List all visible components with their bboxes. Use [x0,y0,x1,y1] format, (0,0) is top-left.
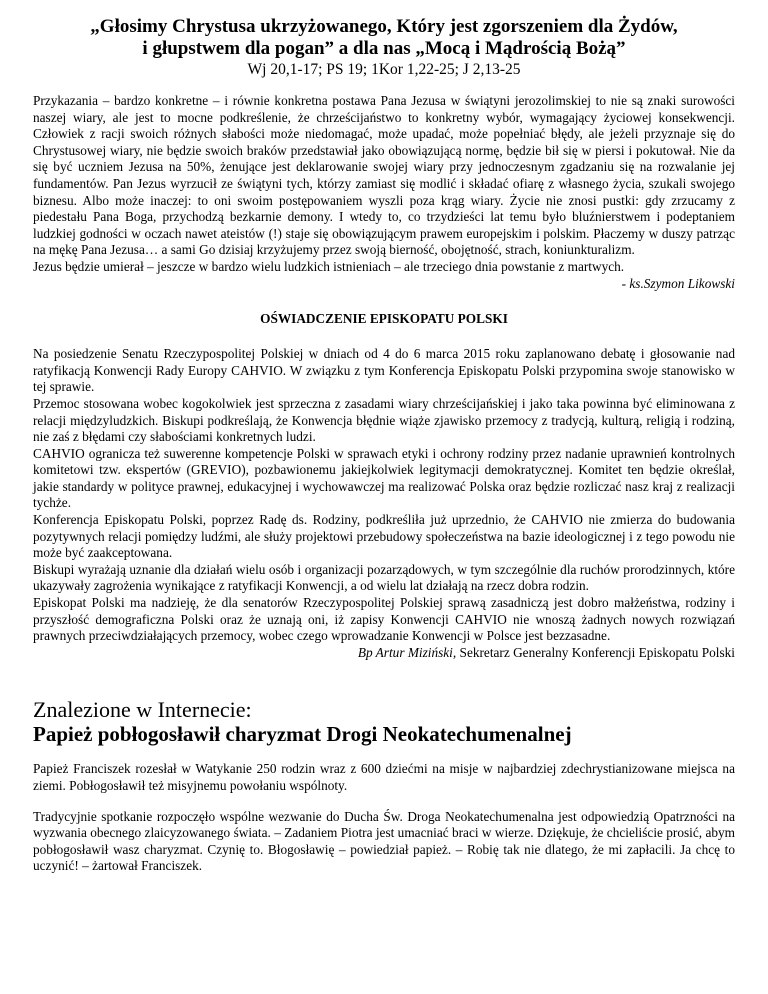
internet-paragraph: Tradycyjnie spotkanie rozpoczęło wspólne wezwanie do Ducha Św. Droga Neokatechumenalna jest odpowiedzią Opatrzności na wyzwania obecnego zlaicyzowanego świata. – Zadaniem Piotra jest umacniać braci w wierze. Dziękuje, że chcieliście prosić, abym pobłogosławił wasz charyzmat. Czynię to. Błogosławię – powiedział papież. – Robię tak nie dlatego, że mi zapłacili. Ja chcę to uczynić! – żartował Franciszek. [33,808,735,874]
commentary-paragraph: Jezus będzie umierał – jeszcze w bardzo wielu ludzkich istnieniach – ale trzeciego dnia powstanie z martwych. [33,258,625,274]
commentary-paragraph: Przykazania – bardzo konkretne – i równie konkretna postawa Pana Jezusa w świątyni jerozolimskiej to nie są znaki surowości naszej wiary, ale jest to mocne podkreślenie, że chrześcijaństwo to konkretny wybór, wymagający życiowej konsekwencji. Człowiek z racji swoich różnych słabości może niedomagać, może upadać, może popełniać błędy, ale jeżeli przyznaje się do Chrystusowej wiary, nie będzie swoich braków przedstawiał jako obowiązującą normę, będzie bił się w piersi i pokutował. Nie da się być uczniem Jezusa na 50%, żenujące jest deklarowanie swojej wiary przy jednoczesnym zgadzaniu się na rozwalanie jej fundamentów. Pan Jezus wyrzucił ze świątyni tych, którzy zamiast się modlić i składać ofiarę z własnego życia, szukali swojego biznesu. Albo może inaczej: to oni swoim postępowaniem wyszli poza krąg wiary. Życie nie znosi pustki: gdy zrzucamy z piedestału Pana Boga, przychodzą bezkarnie demony. I wtedy to, co trzydzieści lat temu było bluźnierstwem i podeptaniem ludzkiej godności w oczach nawet ateistów (!) staje się obowiązującym prawem europejskim i polskim. Płaczemy w duszy patrząc na mękę Pana Jezusa… a sami Go dzisiaj krzyżujemy przez swoją bierność, obojętność, strach, koniunkturalizm. [33,93,735,258]
statement-paragraph: Episkopat Polski ma nadzieję, że dla senatorów Rzeczypospolitej Polskiej sprawą zasadniczą jest dobro małżeństwa, rodziny i przyszłość demograficzna Polski oraz że uznają oni, iż zapisy Konwencji CAHVIO nie wnoszą żadnych nowych rozwiązań prawnych przeciwdziałających przemocy, wobec czego wprowadzanie Konwencji w Polsce jest bezzasadne. [33,595,735,644]
signature-role: Sekretarz Generalny Konferencji Episkopatu Polski [456,644,735,660]
signature-name: Bp Artur Miziński, [357,644,457,660]
statement-paragraph: CAHVIO ogranicza też suwerenne kompetencje Polski w sprawach etyki i ochrony rodziny przez nadanie uprawnień kontrolnych komitetowi tzw. ekspertów (GREVIO), pozbawionemu jakiejkolwiek legitymacji demokratycznej. Komitet ten będzie określał, jakie standardy w polityce prawnej, edukacyjnej i wychowawczej ma realizować Polska oraz będzie rozliczać nasz kraj z realizacji tychże. [33,445,735,511]
title-line-2: i głupstwem dla pogan” a dla nas „Mocą i Mądrością Bożą” [142,38,626,59]
author-name: - ks.Szymon Likowski [621,275,735,291]
statement-heading: OŚWIADCZENIE EPISKOPATU POLSKI [260,311,508,327]
statement-signature [33,645,735,662]
internet-section-label: Znalezione w Internecie: [33,697,252,723]
title-line-1: „Głosimy Chrystusa ukrzyżowanego, Który jest zgorszeniem dla Żydów, [90,16,678,37]
commentary-author [33,276,735,293]
document-title [33,16,735,60]
statement-paragraph: Konferencja Episkopatu Polski, poprzez Radę ds. Rodziny, podkreśliła już uprzednio, że CAHVIO nie zmierza do budowania pozytywnych relacji pomiędzy ludźmi, ale służy projektowi przebudowy społeczeństwa na bazie ideologicznej i z tego powodu nie może być zaakceptowana. [33,512,735,561]
internet-headline: Papież pobłogosławił charyzmat Drogi Neokatechumenalnej [33,722,572,747]
statement-paragraph: Biskupi wyrażają uznanie dla działań wielu osób i organizacji pozarządowych, w tym szczególnie dla ruchów prorodzinnych, które ukazywały zagrożenia wynikające z ratyfikacji Konwencji, a od wielu lat działają na rzecz dobra rodzin. [33,561,735,594]
paragraph-gap [33,795,735,809]
statement-paragraph: Przemoc stosowana wobec kogokolwiek jest sprzeczna z zasadami wiary chrześcijańskiej i jako taka powinna być eliminowana z relacji międzyludzkich. Biskupi podkreślają, że Konwencja błędnie wiąże zjawisko przemocy z tradycją, kulturą, religią i rodziną, nie zaś z błędami czy słabościami konkretnych ludzi. [33,395,735,445]
scripture-references: Wj 20,1-17; PS 19; 1Kor 1,22-25; J 2,13-25 [247,61,521,78]
internet-paragraph: Papież Franciszek rozesłał w Watykanie 250 rodzin wraz z 600 dziećmi na misje w najbardziej zdechrystianizowane miejsca na ziemi. Pobłogosławił też misyjnemu powołaniu wspólnoty. [33,761,735,793]
statement-paragraph: Na posiedzenie Senatu Rzeczypospolitej Polskiej w dniach od 4 do 6 marca 2015 roku zaplanowano debatę i głosowanie nad ratyfikacją Konwencji Rady Europy CAHVIO. W związku z tym Konferencja Episkopatu Polski przypomina swoje stanowisko w tej sprawie. [33,346,735,395]
